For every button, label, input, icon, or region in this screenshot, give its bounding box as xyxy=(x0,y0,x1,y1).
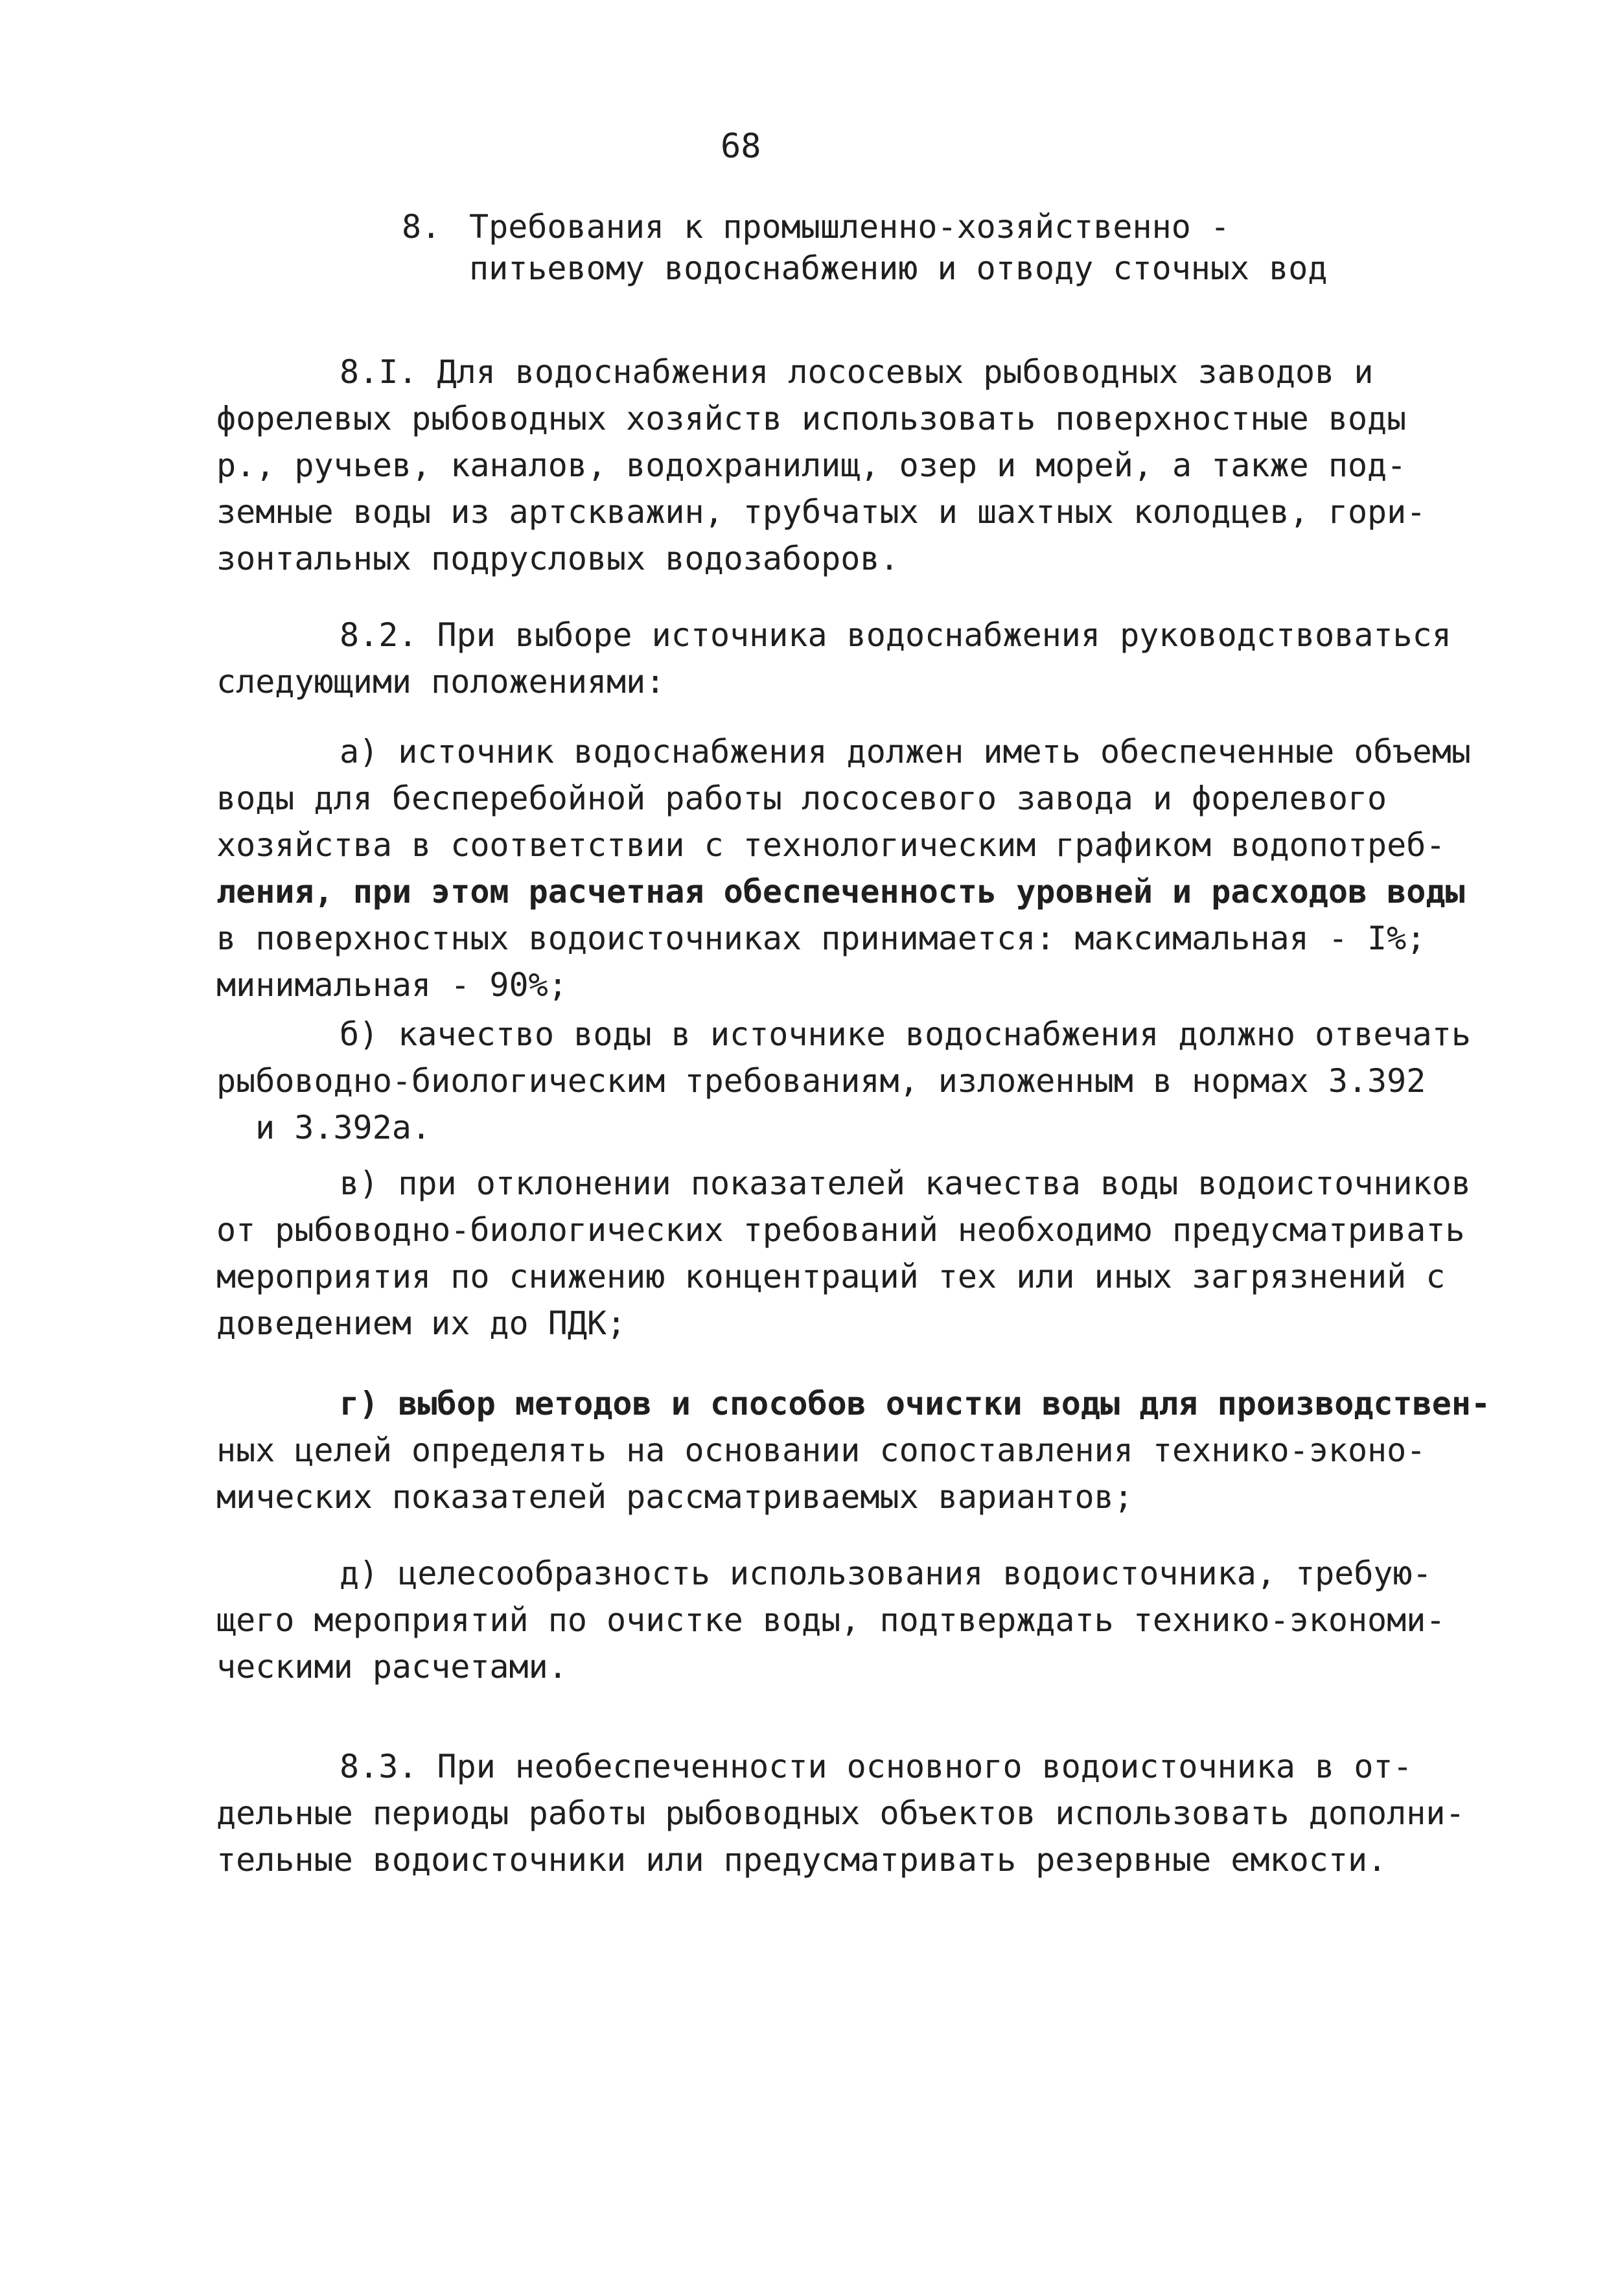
list-item-d xyxy=(216,1550,1474,1690)
paragraph-line: б) качество воды в источнике водоснабжения должно отвечать xyxy=(340,1015,1471,1053)
paragraph-line: ных целей определять на основании сопоставления технико-эконо- xyxy=(216,1432,1426,1469)
section-number: 8. xyxy=(402,208,441,246)
paragraph-line: форелевых рыбоводных хозяйств использовать поверхностные воды xyxy=(216,400,1407,437)
paragraph-line: доведением их до ПДК; xyxy=(216,1305,627,1342)
paragraph-line: 8.2. При выборе источника водоснабжения руководствоваться xyxy=(340,616,1451,654)
paragraph-line: ческими расчетами. xyxy=(216,1648,568,1686)
list-item-b xyxy=(216,1011,1474,1151)
list-item-v xyxy=(216,1160,1474,1347)
page-number: 68 xyxy=(721,127,761,166)
paragraph-line: следующими положениями: xyxy=(216,663,665,701)
list-item-a xyxy=(216,728,1474,1008)
paragraph-line: г) выбор методов и способов очистки воды для производствен- xyxy=(340,1385,1491,1422)
paragraph-line: в) при отклонении показателей качества воды водоисточников xyxy=(340,1165,1471,1202)
paragraph-line: минимальная - 90%; xyxy=(216,966,568,1004)
paragraph-line: рыбоводно-биологическим требованиям, изложенным в нормах 3.392 xyxy=(216,1062,1426,1100)
paragraph-8-1 xyxy=(216,349,1474,582)
paragraph-line: зонтальных подрусловых водозаборов. xyxy=(216,540,899,577)
list-item-g xyxy=(216,1380,1491,1520)
paragraph-line: в поверхностных водоисточниках принимается: максимальная - I%; xyxy=(216,920,1426,957)
section-heading xyxy=(402,206,1439,289)
paragraph-line: и 3.392а. xyxy=(255,1109,431,1146)
paragraph-line: мических показателей рассматриваемых вариантов; xyxy=(216,1478,1133,1516)
paragraph-line: мероприятия по снижению концентраций тех или иных загрязнений с xyxy=(216,1258,1446,1295)
paragraph-8-2 xyxy=(216,612,1474,705)
paragraph-line: от рыбоводно-биологических требований необходимо предусматривать xyxy=(216,1211,1465,1249)
paragraph-line: р., ручьев, каналов, водохранилищ, озер и морей, а также под- xyxy=(216,446,1407,484)
paragraph-8-3 xyxy=(216,1743,1474,1883)
paragraph-line: ления, при этом расчетная обеспеченность уровней и расходов воды xyxy=(216,873,1465,910)
paragraph-line: 8.3. При необеспеченности основного водоисточника в от- xyxy=(340,1748,1413,1785)
paragraph-line: дельные периоды работы рыбоводных объектов использовать дополни- xyxy=(216,1794,1465,1832)
paragraph-line: щего мероприятий по очистке воды, подтверждать технико-экономи- xyxy=(216,1601,1446,1639)
paragraph-line: земные воды из артскважин, трубчатых и шахтных колодцев, гори- xyxy=(216,493,1426,531)
paragraph-line: д) целесообразность использования водоисточника, требую- xyxy=(340,1555,1432,1592)
paragraph-line: тельные водоисточники или предусматривать резервные емкости. xyxy=(216,1841,1387,1879)
section-title-line-1: Требования к промышленно-хозяйственно - xyxy=(469,208,1230,246)
paragraph-line: 8.I. Для водоснабжения лососевых рыбоводных заводов и xyxy=(340,353,1374,391)
section-title-line-2: питьевому водоснабжению и отводу сточных вод xyxy=(469,249,1328,287)
paragraph-line: воды для бесперебойной работы лососевого завода и форелевого xyxy=(216,780,1387,817)
paragraph-line: а) источник водоснабжения должен иметь обеспеченные объемы xyxy=(340,733,1471,771)
paragraph-line: хозяйства в соответствии с технологическим графиком водопотреб- xyxy=(216,826,1446,864)
